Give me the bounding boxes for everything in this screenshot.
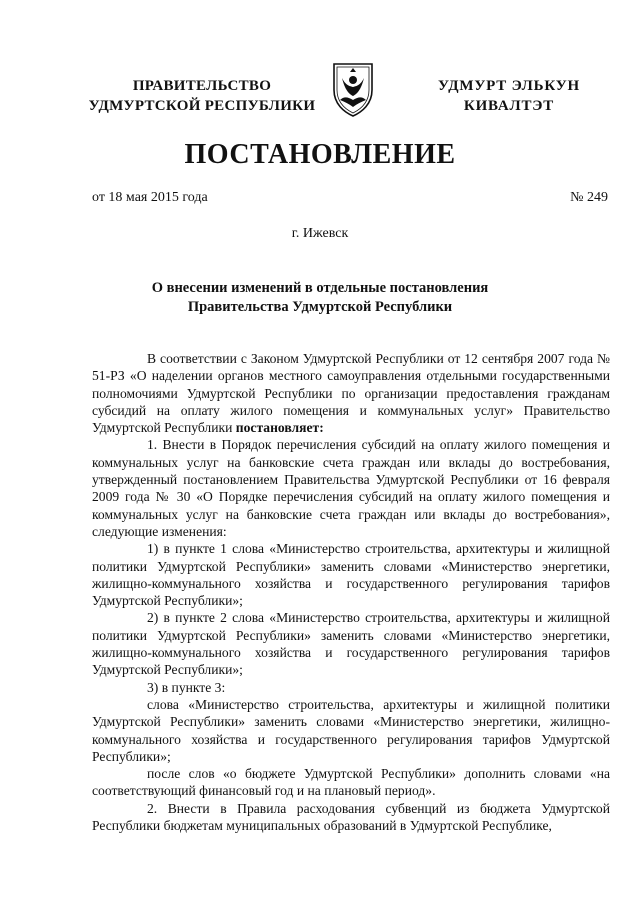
issuer-name-udmurt [424,76,594,116]
document-title: ПОСТАНОВЛЕНИЕ [184,139,456,170]
document-number: № 249 [570,190,608,205]
issuer-name-russian [82,76,322,116]
clause-1-paragraph: 1. Внести в Порядок перечисления субсидий на оплату жилого помещения и коммунальных услуг на банковские счета граждан или вклады до востребования, утвержденный постановлением Правительства Удмуртской Республики от 16 февраля 2009 года № 30 «О Порядке перечисления субсидий на оплату жилого помещения и коммунальных услуг на банковские счета граждан или вклады до востребования», следующие изменения: [92,437,610,539]
document-subject [0,279,640,317]
document-body [92,350,610,834]
preamble-paragraph [92,350,610,436]
subclause-3-paragraph: 3) в пункте 3: [147,679,226,695]
subject-line-2: Правительства Удмуртской Республики [187,299,453,315]
issuer-line-2: УДМУРТСКОЙ РЕСПУБЛИКИ [88,98,316,114]
issuer-line-1: ПРАВИТЕЛЬСТВО [132,78,272,94]
coat-of-arms-emblem-icon [328,60,378,118]
subject-line-1: О внесении изменений в отдельные постановления [151,280,489,296]
issuer-udmurt-line-2: КИВАЛТЭТ [463,98,555,114]
subclause-3-addition-paragraph: после слов «о бюджете Удмуртской Республики» дополнить словами «на соответствующий финансовый год и на плановый период». [92,766,610,799]
subclause-1-paragraph: 1) в пункте 1 слова «Министерство строительства, архитектуры и жилищной политики Удмуртской Республики» заменить словами «Министерство энергетики, жилищно-коммунального хозяйства и государственного регулирования тарифов Удмуртской Республики»; [92,541,610,609]
document-city: г. Ижевск [291,226,349,241]
issuer-udmurt-line-1: УДМУРТ ЭЛЬКУН [437,78,581,94]
clause-2-paragraph: 2. Внести в Правила расходования субвенций из бюджета Удмуртской Республики бюджетам муниципальных образований в Удмуртской Республике, [92,800,610,834]
document-date: от 18 мая 2015 года [92,190,208,205]
subclause-3-words-paragraph: слова «Министерство строительства, архитектуры и жилищной политики Удмуртской Республики» заменить словами «Министерство энергетики, жилищно-коммунального хозяйства и государственного регулирования тарифов Удмуртской Республики»; [92,696,610,764]
preamble-text: В соответствии с Законом Удмуртской Республики от 12 сентября 2007 года № 51-РЗ «О наделении органов местного самоуправления отдельными государственными полномочиями Удмуртской Республики по организации предоставления гражданам субсидий на оплату жилого помещения и коммунальных услуг» Правительство Удмуртской Республики [92,351,610,436]
resolves-keyword: постановляет: [235,420,324,436]
subclause-2-paragraph: 2) в пункте 2 слова «Министерство строительства, архитектуры и жилищной политики Удмуртской Республики» заменить словами «Министерство энергетики, жилищно-коммунального хозяйства и государственного регулирования тарифов Удмуртской Республики»; [92,610,610,678]
